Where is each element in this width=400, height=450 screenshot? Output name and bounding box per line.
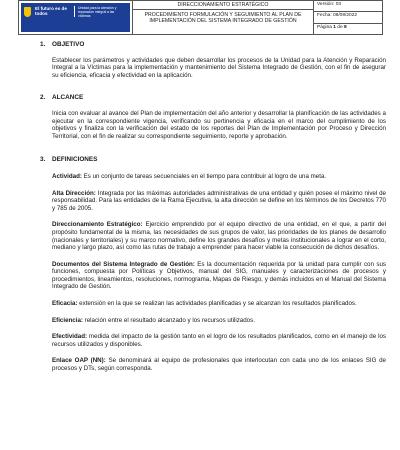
shield-icon [24,7,31,17]
page-row [314,24,382,34]
definition-text: medida del impacto de la gestión tanto en el logro de los resultados planificados, como en el manejo de los recursos utilizados y disponibles. [52,333,386,348]
document-header [18,0,383,35]
definition-term: Efectividad: [52,333,88,341]
date-row [314,12,382,23]
definition-term: Direccionamiento Estratégico: [52,221,143,229]
document-body [38,41,386,373]
meta-cell [314,1,382,34]
process-name: DIRECCIONAMIENTO ESTRATÉGICO [133,1,313,10]
definition-term: Alta Dirección: [52,189,96,197]
section-title: ALCANCE [52,94,84,102]
definition-text: extensión en la que se realizan las actividades planificadas y se alcanzan los resultados planificados. [77,300,357,308]
definition-term: Documentos del Sistema Integrado de Gestión: [52,260,195,268]
definition-text: Es un conjunto de tareas secuenciales en el tiempo para contribuir al logro de una meta. [81,172,327,180]
section-heading-alcance [40,94,386,102]
section-number: 3. [40,156,46,164]
logo-slogan: El futuro es de todos [35,6,67,16]
definition-term: Eficacia: [52,300,78,308]
definition-text: relación entre el resultado alcanzado y los recursos utilizados. [82,316,255,324]
page-label: Página [317,24,332,30]
version-label: Versión: [317,2,335,7]
document-title: PROCEDIMIENTO FORMULACIÓN Y SEGUIMIENTO AL PLAN DE IMPLEMENTACIÓN DEL SISTEMA INTEGRADO DE GESTIÓN [144,12,302,25]
section-title: DEFINICIONES [52,156,98,164]
definition-term: Eficiencia: [52,316,83,324]
page-total: 8 [343,24,347,30]
definition-item [52,300,386,308]
definition-item [52,317,386,325]
definition-item [52,357,386,372]
section-heading-objetivo [40,41,386,49]
date-value: 08/09/2022 [333,13,358,19]
date-label: Fecha: [317,13,332,19]
section-text-alcance: Inicia con evaluar al avance del Plan de implementación del año anterior y desarrollar la planificación de las actividades a ejecutar en la correspondiente vigencia, verificando su pertinencia y eficacia en el marco del cumplimiento de los objetivos y finaliza con la verificación del estado de los reportes del Plan de Implementación por Proceso y Dirección Territorial, con el fin de realizar su correspondiente seguimiento, reporte y aprobación. [52,109,386,140]
definition-text: Ejercicio emprendido por el equipo directivo de una entidad, en el que, a partir del propósito fundamental de la misma, las necesidades de sus grupos de valor, las prioridades de los planes de desarrollo (nacionales y territoriales) y su marco normativo, define los grandes desafíos y metas institucionales a lograr en el corto, mediano y largo plazo, así como las rutas de trabajo a emprender para hacer viable la consecución de dichos desafíos. [52,221,386,252]
section-text-objetivo: Establecer los parámetros y actividades que deben desarrollar los procesos de la Unidad para la Atención y Reparación Integral a la Víctimas para la implementación y mantenimiento del Sistema Integrado de Gestión, con el fin de asegurar su eficiencia, eficacia y efectividad en la aplicación. [52,56,386,79]
page-of: de [337,24,343,30]
definition-item [52,261,386,291]
definition-text: Integrada por las máximas autoridades administrativas de una entidad y quién posee el máximo nivel de responsabilidad. Para las entidades de la Rama Ejecutiva, la alta dirección se define en los términos de los Decretos 770 y 785 de 2005. [52,189,386,212]
section-heading-definiciones [40,156,386,164]
definition-text: Se denominará al equipo de profesionales que interlocutan con cada uno de los enlaces SIG de procesos y DTs, según corresponda. [52,357,386,373]
definition-text: Es la documentación requerida por la unidad para cumplir con sus funciones, compuesta por Políticas y Objetivos, manual del SIG, manuales y caracterizaciones de procesos y procedimientos, lineamientos, resoluciones, normograma, Mapas de Riesgo, y demás incluidos en el Manual del Sistema Integrado de Gestión. [52,260,386,291]
section-number: 1. [40,41,46,48]
unidad-victimas-logo [21,3,130,32]
definition-item [52,190,386,213]
definition-item [52,221,386,251]
definition-item [52,333,386,348]
logo-entity-name: Unidad para la atención y reparación integral a las víctimas [78,6,117,18]
version-value: 03 [335,2,342,7]
version-row [314,1,382,12]
logo-divider [74,6,75,17]
definition-item [52,173,386,181]
definition-term: Actividad: [52,172,82,180]
page-current: 1 [333,24,336,30]
logo-cell [19,1,133,34]
section-number: 2. [40,94,46,102]
title-cell [133,1,314,34]
section-title: OBJETIVO [52,41,85,48]
definition-term: Enlace OAP (NN): [52,357,106,365]
